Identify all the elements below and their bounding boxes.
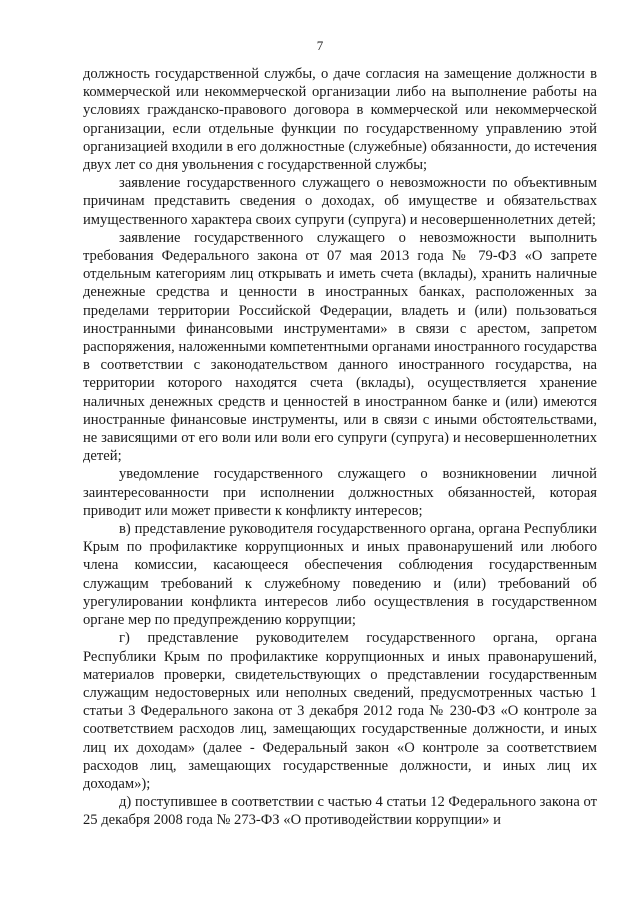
paragraph-conflict-of-interest-notice: уведомление государственного служащего о возникновении личной заинтересованности при исполнении должностных обязанностей, которая приводит или может привести к конфликту интересов; [83,466,597,519]
paragraph-item-v: в) представление руководителя государственного органа, органа Республики Крым по профилактике коррупционных и иных правонарушений или любого члена комиссии, касающееся обеспечения соблюдения государственным служащим требований к служебному поведению и (или) требований об урегулировании конфликта интересов либо осуществления в государственном органе мер по предупреждению коррупции; [83,521,597,629]
paragraph-item-g: г) представление руководителем государственного органа, органа Республики Крым по профилактике коррупционных и иных правонарушений, материалов проверки, свидетельствующих о представлении государственным служащим недостоверных или неполных сведений, предусмотренных частью 1 статьи 3 Федерального закона от 3 декабря 2012 года № 230-ФЗ «О контроле за соответствием расходов лиц, замещающих государственные должности, и иных лиц их доходам» (далее - Федеральный закон «О контроле за соответствием расходов лиц, замещающих государственные должности, и иных лиц их доходам»); [83,630,597,792]
paragraph-continuation: должность государственной службы, о даче согласия на замещение должности в коммерческой или некоммерческой организации либо на выполнение работы на условиях гражданско-правового договора в коммерческой или некоммерческой организации, если отдельные функции по государственному управлению этой организацией входили в его должностные (служебные) обязанности, до истечения двух лет со дня увольнения с государственной службы; [83,66,597,174]
paragraph-item-d: д) поступившее в соответствии с частью 4 статьи 12 Федерального закона от 25 декабря 2008 года № 273-ФЗ «О противодействии коррупции» и [83,794,597,829]
page-number: 7 [316,38,324,53]
document-body [83,65,597,830]
paragraph-statement-foreign-accounts: заявление государственного служащего о невозможности выполнить требования Федерального закона от 07 мая 2013 года № 79-ФЗ «О запрете отдельным категориям лиц открывать и иметь счета (вклады), хранить наличные денежные средства и ценности в иностранных банках, расположенных за пределами территории Российской Федерации, владеть и (или) пользоваться иностранными финансовыми инструментами» в связи с арестом, запретом распоряжения, наложенными компетентными органами иностранного государства в соответствии с законодательством данного иностранного государства, на территории которого находятся счета (вклады), осуществляется хранение наличных денежных средств и ценностей в иностранном банке и (или) имеются иностранные финансовые инструменты, или в связи с иными обстоятельствами, не зависящими от его воли или воли его супруги (супруга) и несовершеннолетних детей; [83,229,597,465]
paragraph-statement-income-info: заявление государственного служащего о невозможности по объективным причинам представить сведения о доходах, об имуществе и обязательствах имущественного характера своих супруги (супруга) и несовершеннолетних детей; [83,175,597,228]
